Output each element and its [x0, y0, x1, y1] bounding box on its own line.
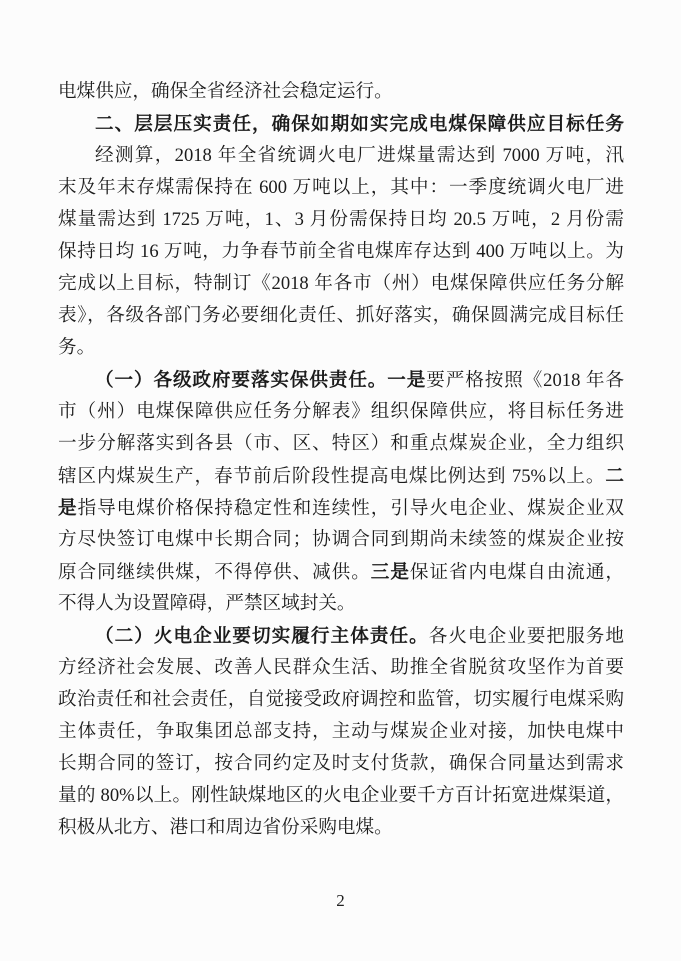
text-line — [58, 684, 624, 716]
text-line — [58, 780, 624, 812]
text-segment: 不得人为设置障碍，严禁区域封关。 — [58, 593, 356, 614]
text-line — [58, 396, 624, 428]
text-segment: 经测算，2018 年全省统调火电厂进煤量需达到 7000 万吨，汛 — [95, 145, 624, 166]
text-line — [58, 620, 624, 652]
text-line — [58, 556, 624, 588]
text-segment: 保持日均 16 万吨，力争春节前全省电煤库存达到 400 万吨以上。为 — [58, 241, 624, 262]
text-line — [58, 652, 624, 684]
text-line — [58, 812, 624, 844]
text-segment: 方经济社会发展、改善人民群众生活、助推全省脱贫攻坚作为首要 — [58, 657, 624, 678]
text-line — [58, 428, 624, 460]
text-segment: 要严格按照《2018 年各 — [426, 370, 624, 391]
bold-text-segment: （一）各级政府要落实保供责任。一是 — [95, 369, 427, 390]
text-line — [58, 332, 624, 364]
text-line — [58, 748, 624, 780]
text-segment: 煤量需达到 1725 万吨，1、3 月份需保持日均 20.5 万吨，2 月份需 — [58, 209, 624, 230]
text-segment: 方尽快签订电煤中长期合同；协调合同到期尚未续签的煤炭企业按 — [58, 529, 624, 550]
text-segment: 主体责任，争取集团总部支持，主动与煤炭企业对接，加快电煤中 — [58, 721, 624, 742]
text-segment: 辖区内煤炭生产，春节前后阶段性提高电煤比例达到 75%以上。 — [58, 466, 606, 487]
text-line — [58, 524, 624, 556]
text-segment: 积极从北方、港口和周边省份采购电煤。 — [58, 817, 393, 838]
text-segment: 末及年末存煤需保持在 600 万吨以上，其中：一季度统调火电厂进 — [58, 177, 624, 198]
text-segment: 保证省内电煤自由流通， — [409, 562, 624, 583]
text-segment: 指导电煤价格保持稳定性和连续性，引导火电企业、煤炭企业双 — [77, 498, 624, 519]
text-segment: 原合同继续供煤，不得停供、减供。 — [58, 562, 371, 583]
text-segment: 表》，各级各部门务必要细化责任、抓好落实，确保圆满完成目标任 — [58, 305, 624, 326]
text-line — [58, 364, 624, 396]
text-segment: 量的 80%以上。刚性缺煤地区的火电企业要千方百计拓宽进煤渠道， — [58, 785, 624, 806]
page-number: 2 — [336, 891, 345, 910]
text-line — [58, 204, 624, 236]
text-segment: 长期合同的签订，按合同约定及时支付货款，确保合同量达到需求 — [58, 753, 624, 774]
text-line — [58, 492, 624, 524]
text-line — [58, 588, 624, 620]
text-segment: 完成以上目标，特制订《2018 年各市（州）电煤保障供应任务分解 — [58, 273, 624, 294]
text-line — [58, 108, 624, 140]
text-segment: 一步分解落实到各县（市、区、特区）和重点煤炭企业，全力组织 — [58, 433, 624, 454]
bold-text-segment: 二、层层压实责任，确保如期如实完成电煤保障供应目标任务 — [95, 113, 624, 134]
text-line — [58, 460, 624, 492]
text-line — [58, 300, 624, 332]
text-line — [58, 172, 624, 204]
bold-text-segment: 是 — [58, 497, 78, 518]
text-line — [58, 716, 624, 748]
text-line — [58, 236, 624, 268]
bold-text-segment: （二）火电企业要切实履行主体责任。 — [95, 625, 429, 646]
body-text — [58, 76, 624, 844]
bold-text-segment: 二 — [605, 465, 624, 486]
text-segment: 政治责任和社会责任，自觉接受政府调控和监管，切实履行电煤采购 — [58, 689, 624, 710]
text-segment: 市（州）电煤保障供应任务分解表》组织保障供应，将目标任务进 — [58, 401, 624, 422]
text-line — [58, 76, 624, 108]
text-segment: 各火电企业要把服务地 — [428, 626, 624, 647]
text-line — [58, 268, 624, 300]
text-segment: 务。 — [58, 337, 96, 358]
text-line — [58, 140, 624, 172]
text-segment: 电煤供应，确保全省经济社会稳定运行。 — [58, 81, 393, 102]
bold-text-segment: 三是 — [370, 561, 410, 582]
